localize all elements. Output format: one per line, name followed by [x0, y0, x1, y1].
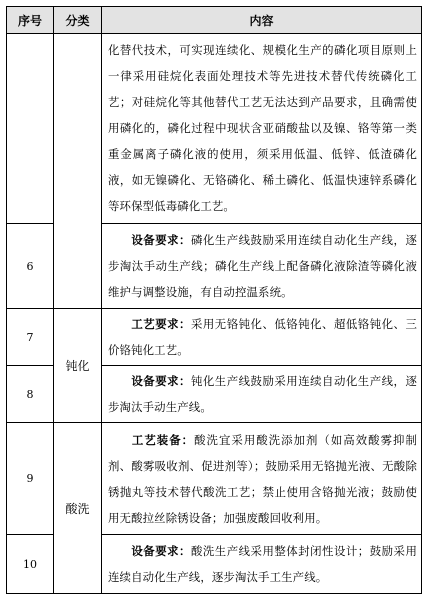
content-cell	[102, 309, 422, 366]
row-number-cell: 8	[7, 366, 54, 423]
content-cell	[102, 34, 422, 224]
table-row	[7, 309, 422, 366]
requirement-label: 工艺装备：	[131, 432, 195, 447]
header-category: 分类	[54, 7, 102, 34]
content-cell	[102, 224, 422, 309]
category-cell-passivation: 钝化	[54, 309, 102, 423]
table-row	[7, 34, 422, 224]
content-text: 磷化生产线鼓励采用连续自动化生产线，逐步淘汰手动生产线；磷化生产线上配备磷化液除渣等磷化液维护与调整设施，有自动控温系统。	[108, 233, 417, 299]
row-number-cell: 6	[7, 224, 54, 309]
category-cell-phosphating	[54, 34, 102, 309]
content-text: 酸洗生产线采用整体封闭性设计；鼓励采用连续自动化生产线，逐步淘汰手工生产线。	[108, 544, 417, 584]
table-row	[7, 423, 422, 535]
content-text: 采用无铬钝化、低铬钝化、超低铬钝化、三价铬钝化工艺。	[108, 317, 417, 357]
content-text: 钝化生产线鼓励采用连续自动化生产线，逐步淘汰手动生产线。	[108, 374, 417, 414]
header-num: 序号	[7, 7, 54, 34]
row-number-cell	[7, 34, 54, 224]
requirement-label: 设备要求：	[131, 374, 191, 388]
header-row	[7, 7, 422, 34]
content-cell	[102, 366, 422, 423]
requirement-label: 设备要求：	[131, 544, 191, 558]
row-number-cell: 7	[7, 309, 54, 366]
category-cell-pickling: 酸洗	[54, 423, 102, 594]
header-content: 内容	[102, 7, 422, 34]
row-number-cell: 9	[7, 423, 54, 535]
requirement-label: 设备要求：	[131, 233, 191, 247]
content-cell	[102, 423, 422, 535]
requirement-label: 工艺要求：	[131, 317, 191, 331]
row-number-cell: 10	[7, 535, 54, 594]
requirements-table	[6, 6, 422, 594]
content-text: 化替代技术，可实现连续化、规模化生产的磷化项目原则上一律采用硅烷化表面处理技术等先进技术替代传统磷化工艺；对硅烷化等其他替代工艺无法达到产品要求，且确需使用磷化的，磷化过程中现状含亚硝酸盐以及镍、铬等第一类重金属离子磷化液的使用，须采用低温、低锌、低渣磷化液，如无镍磷化、无铬磷化、稀土磷化、低温快速锌系磷化等环保型低毒磷化工艺。	[108, 43, 417, 213]
content-cell	[102, 535, 422, 594]
content-text: 酸洗宜采用酸洗添加剂（如高效酸雾抑制剂、酸雾吸收剂、促进剂等）；鼓励采用无铬抛光液、无酸除锈抛丸等技术替代酸洗工艺；禁止使用含铬抛光液；鼓励使用无酸拉丝除锈设备；加强废酸回收利用。	[108, 432, 417, 525]
